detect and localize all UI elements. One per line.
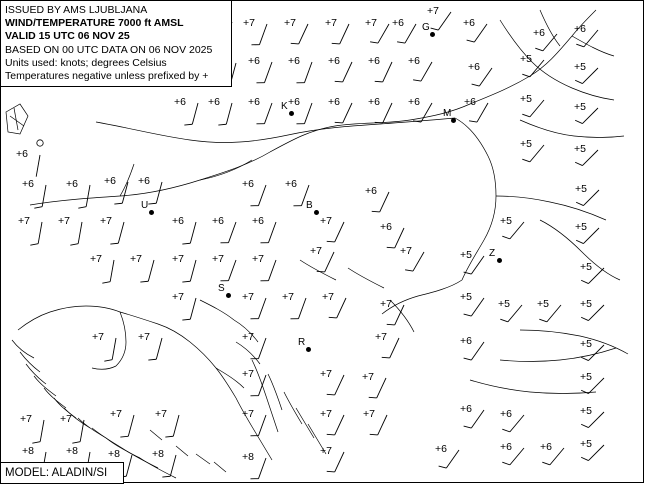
temperature-label: +5	[520, 138, 532, 150]
header-line-valid: VALID 15 UTC 06 NOV 25	[5, 30, 130, 43]
wind-barb	[114, 182, 128, 204]
temperature-label: +7	[284, 17, 296, 29]
temperature-label: +6	[22, 178, 34, 190]
temperature-label: +6	[252, 215, 264, 227]
temperature-label: +6	[248, 55, 260, 67]
city-dot	[314, 210, 319, 215]
wind-barb	[32, 420, 44, 443]
temperature-label: +5	[575, 221, 587, 233]
city-label: K	[281, 101, 288, 112]
temperature-label: +7	[172, 253, 184, 265]
city-label: B	[306, 200, 313, 211]
city-dot	[149, 210, 154, 215]
temperature-label: +5	[500, 215, 512, 227]
temperature-label: +7	[325, 17, 337, 29]
temperature-label: +6	[380, 221, 392, 233]
temperature-label: +5	[574, 61, 586, 73]
wind-barb	[182, 298, 196, 320]
city-dot	[497, 258, 502, 263]
temperature-label: +5	[537, 298, 549, 310]
header-info-box	[0, 0, 232, 87]
wind-barb	[70, 222, 82, 245]
temperature-label: +5	[460, 291, 472, 303]
temperature-label: +7	[380, 298, 392, 310]
temperature-label: +5	[520, 53, 532, 65]
model-info-box	[0, 462, 124, 484]
temperature-label: +8	[242, 451, 254, 463]
wind-barb	[184, 103, 198, 125]
header-line-issued-by: ISSUED BY AMS LJUBLJANA	[5, 4, 148, 16]
temperature-label: +6	[533, 27, 545, 39]
temperature-label: +7	[92, 331, 104, 343]
temperature-label: +8	[152, 448, 164, 460]
temperature-label: +6	[208, 96, 220, 108]
city-label: R	[298, 337, 306, 348]
temperature-label: +7	[130, 253, 142, 265]
temperature-label: +7	[18, 215, 30, 227]
wind-barb	[78, 185, 90, 208]
city-label: M	[443, 108, 452, 119]
temperature-label: +6	[328, 55, 340, 67]
temperature-label: +6	[464, 96, 476, 108]
temperature-label: +6	[285, 178, 297, 190]
temperature-label: +7	[172, 291, 184, 303]
wind-barb	[218, 103, 232, 125]
city-dot	[289, 111, 294, 116]
temperature-label: +6	[500, 408, 512, 420]
temperature-label: +6	[242, 178, 254, 190]
temperature-label: +6	[138, 175, 150, 187]
temperature-label: +5	[580, 298, 592, 310]
temperature-label: +6	[368, 55, 380, 67]
city-dot	[226, 293, 231, 298]
temperature-label: +7	[212, 253, 224, 265]
wind-barb	[72, 420, 84, 443]
temperature-label: +7	[242, 331, 254, 343]
temperature-label: +6	[463, 17, 475, 29]
temperature-label: +7	[375, 331, 387, 343]
wind-barb	[182, 222, 196, 244]
temperature-label: +7	[320, 215, 332, 227]
temperature-label: +5	[580, 405, 592, 417]
temperature-label: +8	[22, 445, 34, 457]
city-dot	[451, 118, 456, 123]
temperature-label: +5	[574, 143, 586, 155]
wind-barb	[162, 455, 176, 477]
temperature-label: +6	[368, 96, 380, 108]
temperature-label: +6	[392, 17, 404, 29]
header-line-based-on: BASED ON 00 UTC DATA ON 06 NOV 2025	[5, 43, 213, 56]
temperature-label: +7	[90, 253, 102, 265]
temperature-label: +6	[468, 61, 480, 73]
temperature-label: +7	[242, 408, 254, 420]
temperature-label: +6	[212, 215, 224, 227]
temperature-label: +5	[520, 93, 532, 105]
temperature-label: +7	[155, 408, 167, 420]
temperature-label: +7	[100, 215, 112, 227]
wind-barb	[182, 260, 196, 282]
wind-barb	[120, 415, 134, 437]
temperature-label: +7	[58, 215, 70, 227]
temperature-label: +6	[288, 55, 300, 67]
temperature-label: +7	[138, 331, 150, 343]
city-dot	[430, 32, 435, 37]
temperature-label: +7	[60, 413, 72, 425]
temperature-label: +7	[310, 245, 322, 257]
temperature-label: +7	[362, 371, 374, 383]
temperature-label: +6	[500, 441, 512, 453]
wind-barb	[110, 222, 124, 244]
temperature-label: +7	[322, 291, 334, 303]
temperature-label: +6	[540, 441, 552, 453]
temperature-label: +7	[363, 408, 375, 420]
temperature-label: +5	[574, 101, 586, 113]
temperature-label: +5	[580, 371, 592, 383]
temperature-label: +7	[242, 368, 254, 380]
city-label: G	[422, 22, 430, 33]
temperature-label: +6	[66, 178, 78, 190]
temperature-label: +7	[20, 413, 32, 425]
temperature-label: +7	[320, 445, 332, 457]
temperature-label: +7	[282, 291, 294, 303]
temperature-label: +7	[110, 408, 122, 420]
wind-barb	[36, 140, 43, 177]
temperature-label: +6	[172, 215, 184, 227]
header-line-product: WIND/TEMPERATURE 7000 ft AMSL	[5, 17, 184, 30]
temperature-label: +6	[16, 148, 28, 160]
temperature-label: +7	[242, 291, 254, 303]
temperature-label: +6	[104, 175, 116, 187]
wind-barb	[34, 185, 46, 208]
temperature-label: +5	[498, 298, 510, 310]
wind-barb	[148, 338, 162, 360]
temperature-label: +6	[408, 55, 420, 67]
temperature-label: +6	[408, 96, 420, 108]
wind-barb	[102, 260, 114, 283]
wind-barb	[30, 222, 42, 245]
city-dot	[306, 347, 311, 352]
temperature-label: +5	[460, 249, 472, 261]
header-line-units: Units used: knots; degrees Celsius	[5, 56, 167, 69]
temperature-label: +5	[580, 261, 592, 273]
temperature-label: +7	[320, 368, 332, 380]
wind-barb	[148, 182, 162, 204]
temperature-label: +5	[580, 338, 592, 350]
city-label: Z	[489, 248, 496, 259]
temperature-label: +7	[252, 253, 264, 265]
temperature-label: +6	[328, 96, 340, 108]
temperature-label: +5	[580, 438, 592, 450]
temperature-label: +7	[427, 5, 439, 17]
temperature-label: +7	[400, 245, 412, 257]
temperature-label: +7	[243, 17, 255, 29]
temperature-label: +6	[435, 443, 447, 455]
temperature-label: +7	[365, 17, 377, 29]
wind-barb	[165, 415, 179, 437]
temperature-label: +6	[365, 185, 377, 197]
temperature-label: +6	[174, 96, 186, 108]
temperature-label: +6	[574, 23, 586, 35]
temperature-label: +6	[460, 335, 472, 347]
temperature-label: +5	[575, 183, 587, 195]
temperature-label: +6	[288, 96, 300, 108]
temperature-label: +8	[108, 448, 120, 460]
temperature-label: +7	[320, 408, 332, 420]
city-label: S	[218, 283, 225, 294]
temperature-label: +6	[248, 96, 260, 108]
wind-barb	[104, 338, 116, 361]
temperature-label: +8	[66, 445, 78, 457]
city-label: U	[141, 200, 149, 211]
temperature-label: +6	[460, 403, 472, 415]
header-line-temp-note: Temperatures negative unless prefixed by +	[5, 70, 209, 83]
model-label: MODEL: ALADIN/SI	[5, 467, 108, 479]
wind-barb	[140, 260, 154, 282]
